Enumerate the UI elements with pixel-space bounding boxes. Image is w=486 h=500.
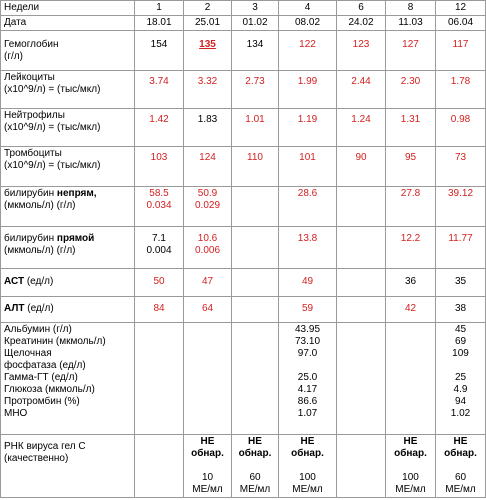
value-cell: 2.30: [386, 71, 436, 109]
value-cell: 28.6: [279, 187, 337, 227]
date-cell: 25.01: [184, 16, 232, 31]
value-cell: 122: [279, 31, 337, 71]
value-cell: 103: [135, 147, 184, 187]
empty-cell: [232, 227, 279, 269]
alt-row: [1, 297, 486, 323]
date-cell: 18.01: [135, 16, 184, 31]
empty-cell: [337, 187, 386, 227]
week-cell: 3: [232, 1, 279, 16]
empty-cell: [135, 323, 184, 435]
value-cell: 11.77: [436, 227, 486, 269]
value-cell: 2.73: [232, 71, 279, 109]
value-cell: 1.78: [436, 71, 486, 109]
value-cell: 50.9 0.029: [184, 187, 232, 227]
empty-cell: [135, 435, 184, 498]
ast-row: [1, 269, 486, 297]
leukocytes-label: Лейкоциты (x10^9/л) = (тыс/мкл): [1, 71, 135, 109]
rna-week2: НЕ обнар. 10 МЕ/мл: [184, 435, 232, 498]
value-cell: 2.44: [337, 71, 386, 109]
date-label: Дата: [1, 16, 135, 31]
value-cell: 13.8: [279, 227, 337, 269]
alt-label: АЛТ (ед/л): [1, 297, 135, 323]
platelets-label: Тромбоциты (x10^9/л) = (тыс/мкл): [1, 147, 135, 187]
empty-cell: [386, 323, 436, 435]
value-cell: 27.8: [386, 187, 436, 227]
rna-week3: НЕ обнар. 60 МЕ/мл: [232, 435, 279, 498]
bilirubin-direct-row: [1, 227, 486, 269]
empty-cell: [184, 323, 232, 435]
empty-cell: [232, 187, 279, 227]
value-cell: 1.42: [135, 109, 184, 147]
biochemistry-row: [1, 323, 486, 435]
hemoglobin-row: [1, 31, 486, 71]
week-cell: 1: [135, 1, 184, 16]
rna-row: [1, 435, 486, 498]
value-cell: 1.01: [232, 109, 279, 147]
date-cell: 08.02: [279, 16, 337, 31]
value-cell: 39.12: [436, 187, 486, 227]
empty-cell: [337, 435, 386, 498]
value-cell: 110: [232, 147, 279, 187]
value-cell: 154: [135, 31, 184, 71]
value-cell: 47: [184, 269, 232, 297]
value-cell: 7.1 0.004: [135, 227, 184, 269]
value-cell: 95: [386, 147, 436, 187]
bilirubin-direct-label: билирубин прямой (мкмоль/л) (г/л): [1, 227, 135, 269]
week-cell: 2: [184, 1, 232, 16]
biochemistry-labels: Альбумин (г/л) Креатинин (мкмоль/л) Щелочная фосфатаза (ед/л) Гамма-ГТ (ед/л) Глюкоза (мкмоль/л) Протромбин (%) МНО: [1, 323, 135, 435]
value-cell: 117: [436, 31, 486, 71]
week-cell: 4: [279, 1, 337, 16]
value-cell: 127: [386, 31, 436, 71]
value-cell: 58.5 0.034: [135, 187, 184, 227]
value-cell: 49: [279, 269, 337, 297]
value-cell: 3.74: [135, 71, 184, 109]
value-cell: 0.98: [436, 109, 486, 147]
value-cell: 59: [279, 297, 337, 323]
value-cell: 123: [337, 31, 386, 71]
value-cell: 135: [184, 31, 232, 71]
rna-label: РНК вируса гел С (качественно): [1, 435, 135, 498]
value-cell: 1.19: [279, 109, 337, 147]
value-cell: 3.32: [184, 71, 232, 109]
weeks-row: [1, 1, 486, 16]
value-cell: 38: [436, 297, 486, 323]
rna-week8: НЕ обнар. 100 МЕ/мл: [386, 435, 436, 498]
date-cell: 01.02: [232, 16, 279, 31]
empty-cell: [232, 297, 279, 323]
empty-cell: [337, 297, 386, 323]
date-cell: 06.04: [436, 16, 486, 31]
empty-cell: [337, 323, 386, 435]
leukocytes-row: [1, 71, 486, 109]
value-cell: 12.2: [386, 227, 436, 269]
value-cell: 134: [232, 31, 279, 71]
value-cell: 1.99: [279, 71, 337, 109]
weeks-label: Недели: [1, 1, 135, 16]
value-cell: 42: [386, 297, 436, 323]
week12-biochem-values: 45 69 109 25 4.9 94 1.02: [436, 323, 486, 435]
date-cell: 24.02: [337, 16, 386, 31]
value-cell: 1.83: [184, 109, 232, 147]
value-cell: 73: [436, 147, 486, 187]
value-cell: 10.6 0.006: [184, 227, 232, 269]
neutrophils-label: Нейтрофилы (x10^9/л) = (тыс/мкл): [1, 109, 135, 147]
value-cell: 90: [337, 147, 386, 187]
neutrophils-row: [1, 109, 486, 147]
platelets-row: [1, 147, 486, 187]
value-cell: 35: [436, 269, 486, 297]
bilirubin-indirect-label: билирубин непрям, (мкмоль/л) (г/л): [1, 187, 135, 227]
week-cell: 12: [436, 1, 486, 16]
bilirubin-indirect-row: [1, 187, 486, 227]
value-cell: 64: [184, 297, 232, 323]
rna-week12: НЕ обнар. 60 МЕ/мл: [436, 435, 486, 498]
week-cell: 8: [386, 1, 436, 16]
value-cell: 84: [135, 297, 184, 323]
empty-cell: [337, 227, 386, 269]
week4-biochem-values: 43.95 73.10 97.0 25.0 4.17 86.6 1.07: [279, 323, 337, 435]
value-cell: 1.24: [337, 109, 386, 147]
value-cell: 36: [386, 269, 436, 297]
empty-cell: [232, 323, 279, 435]
empty-cell: [232, 269, 279, 297]
hemoglobin-label: Гемоглобин (г/л): [1, 31, 135, 71]
dates-row: [1, 16, 486, 31]
value-cell: 124: [184, 147, 232, 187]
value-cell: 101: [279, 147, 337, 187]
empty-cell: [337, 269, 386, 297]
value-cell: 1.31: [386, 109, 436, 147]
value-cell: 50: [135, 269, 184, 297]
ast-label: АСТ (ед/л): [1, 269, 135, 297]
date-cell: 11.03: [386, 16, 436, 31]
rna-week4: НЕ обнар. 100 МЕ/мл: [279, 435, 337, 498]
week-cell: 6: [337, 1, 386, 16]
